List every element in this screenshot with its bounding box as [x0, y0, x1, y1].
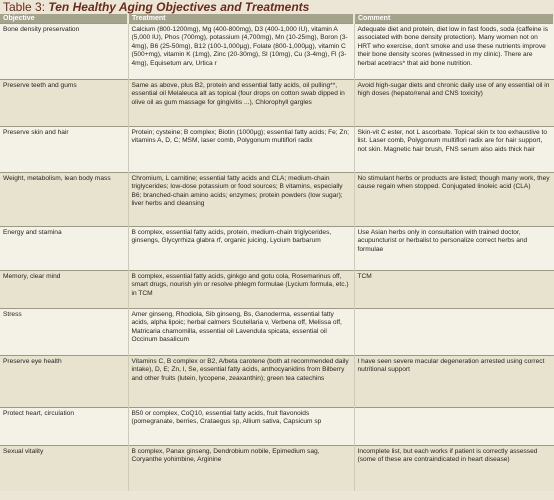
objective-cell: Weight, metabolism, lean body mass — [0, 173, 128, 227]
objective-cell: Bone density preservation — [0, 24, 128, 80]
comment-cell: I have seen severe macular degeneration arrested using correct nutritional support — [354, 356, 554, 408]
objective-cell: Sexual vitality — [0, 446, 128, 491]
table-row — [0, 24, 554, 80]
comment-cell: No stimulant herbs or products are listed; though many work, they cause regain when stopped. Conjugated linoleic acid (CLA) — [354, 173, 554, 227]
table-title — [0, 0, 554, 14]
table-row — [0, 80, 554, 127]
objective-cell: Stress — [0, 309, 128, 356]
table-row — [0, 356, 554, 408]
header-row — [0, 14, 554, 24]
table-row — [0, 309, 554, 356]
comment-cell: TCM — [354, 271, 554, 309]
objective-cell: Preserve eye health — [0, 356, 128, 408]
objective-cell: Energy and stamina — [0, 227, 128, 271]
objective-cell: Memory, clear mind — [0, 271, 128, 309]
treatment-cell: Calcium (800-1200mg), Mg (400-800mg), D3 (400-1,000 IU), vitamin A (5,000 IU), Phos (700mg), potassium (4,700mg), Mn (10-25mg), Boron (3-4mg), B6 (25-50mg), B12 (100-1,000µg), Folate (800-1,000µg), vitamin C (500+mg), vitamin K (1mg), Zinc (20-30mg), Sl (10mg), Cu (3-4mg), Fl (3-4mg), Equisetum arv, Urtica r — [128, 24, 354, 80]
treatments-table — [0, 14, 554, 491]
treatment-cell: B complex, essential fatty acids, protein, medium-chain triglycerides, ginsengs, Glycyrrhiza glabra rf, organic juicing, Lycium barbarum — [128, 227, 354, 271]
table-row — [0, 127, 554, 173]
comment-cell: Avoid high-sugar diets and chronic daily use of any essential oil in high doses (hepato/renal and CNS toxicity) — [354, 80, 554, 127]
table-row — [0, 173, 554, 227]
treatment-cell: B complex, Panax ginseng, Dendrobium nobile, Epimedium sag, Coryanthe yohimbine, Arginine — [128, 446, 354, 491]
treatment-cell: Chromium, L carnitine; essential fatty acids and CLA; medium-chain triglycerides; low-dose potassium or food sources; B vitamins, especially B6; branched-chain amino acids; enzymes; protein powders (low sugar); liver herbs and cleansing — [128, 173, 354, 227]
table-row — [0, 408, 554, 446]
treatment-cell: Same as above, plus B2, protein and essential fatty acids, oil pulling**, essential oil Melaleuca alt as topical (four drops on cotton swab dipped in olive oil as gum massage for gingivitis ...), Chlorophyll gargles — [128, 80, 354, 127]
table-number: Table 3: — [3, 0, 46, 14]
table-header — [0, 14, 554, 24]
treatment-cell: Amer ginseng, Rhodiola, Sib ginseng, Bs, Ganoderma, essential fatty acids, alpha lipoic; herbal calmers Scutellaria v, Verbena off, Melissa off, Matricaria chamomilla, essential oil Lavendula spicata, essential oil Occinum basalicum — [128, 309, 354, 356]
table-title-text: Ten Healthy Aging Objectives and Treatments — [48, 0, 310, 14]
objective-cell: Preserve skin and hair — [0, 127, 128, 173]
comment-cell: Incomplete list, but each works if patient is correctly assessed (some of these are contraindicated in heart disease) — [354, 446, 554, 491]
table-row — [0, 227, 554, 271]
header-objective: Objective — [0, 14, 128, 24]
comment-cell: Adequate diet and protein, diet low in fast foods, soda (caffeine is associated with bone density protection). Many women not on HRT who exercise, don't smoke and use these nutrients improve their bone density scores (witnessed in my clinic). There are herbal acetracs* that aid bone nutrition. — [354, 24, 554, 80]
treatment-cell: Vitamins C, B complex or B2, A/beta carotene (both at recommended daily intake), D, E; Zn, I, Se, essential fatty acids, anthocyanidins from Bilberry and other fruits (lutein, lycopene, zeaxanthin); green tea catechins — [128, 356, 354, 408]
treatment-cell: B50 or complex, CoQ10, essential fatty acids, fruit flavonoids (pomegranate, berries, Crataegus sp, Allium sativa, Capsicum sp — [128, 408, 354, 446]
treatment-cell: B complex, essential fatty acids, ginkgo and gotu cola, Rosemarinus off, smart drugs, nourish yin or resolve phlegm formulae (Lycium formula, etc.) in TCM — [128, 271, 354, 309]
comment-cell — [354, 309, 554, 356]
header-comment: Comment — [354, 14, 554, 24]
comment-cell: Use Asian herbs only in consultation with trained doctor, acupuncturist or herbalist to personalize correct herbs and formulae — [354, 227, 554, 271]
table-row — [0, 271, 554, 309]
objective-cell: Preserve teeth and gums — [0, 80, 128, 127]
comment-cell: Skin-vit C ester, not L ascorbate. Topical skin tx too exhaustive to list. Laser comb, Polygonum multiflori radix are for hair support, not skin. Magnetic hair brush, FNS serum also aids thick hair — [354, 127, 554, 173]
treatment-cell: Protein; cysteine; B complex; Biotin (1000µg); essential fatty acids; Fe; Zn; vitamins A, D, C; MSM, laser comb, Polygonum multiflori radix — [128, 127, 354, 173]
objective-cell: Protect heart, circulation — [0, 408, 128, 446]
table-row — [0, 446, 554, 491]
header-treatment: Treatment — [128, 14, 354, 24]
table-body — [0, 24, 554, 491]
comment-cell — [354, 408, 554, 446]
